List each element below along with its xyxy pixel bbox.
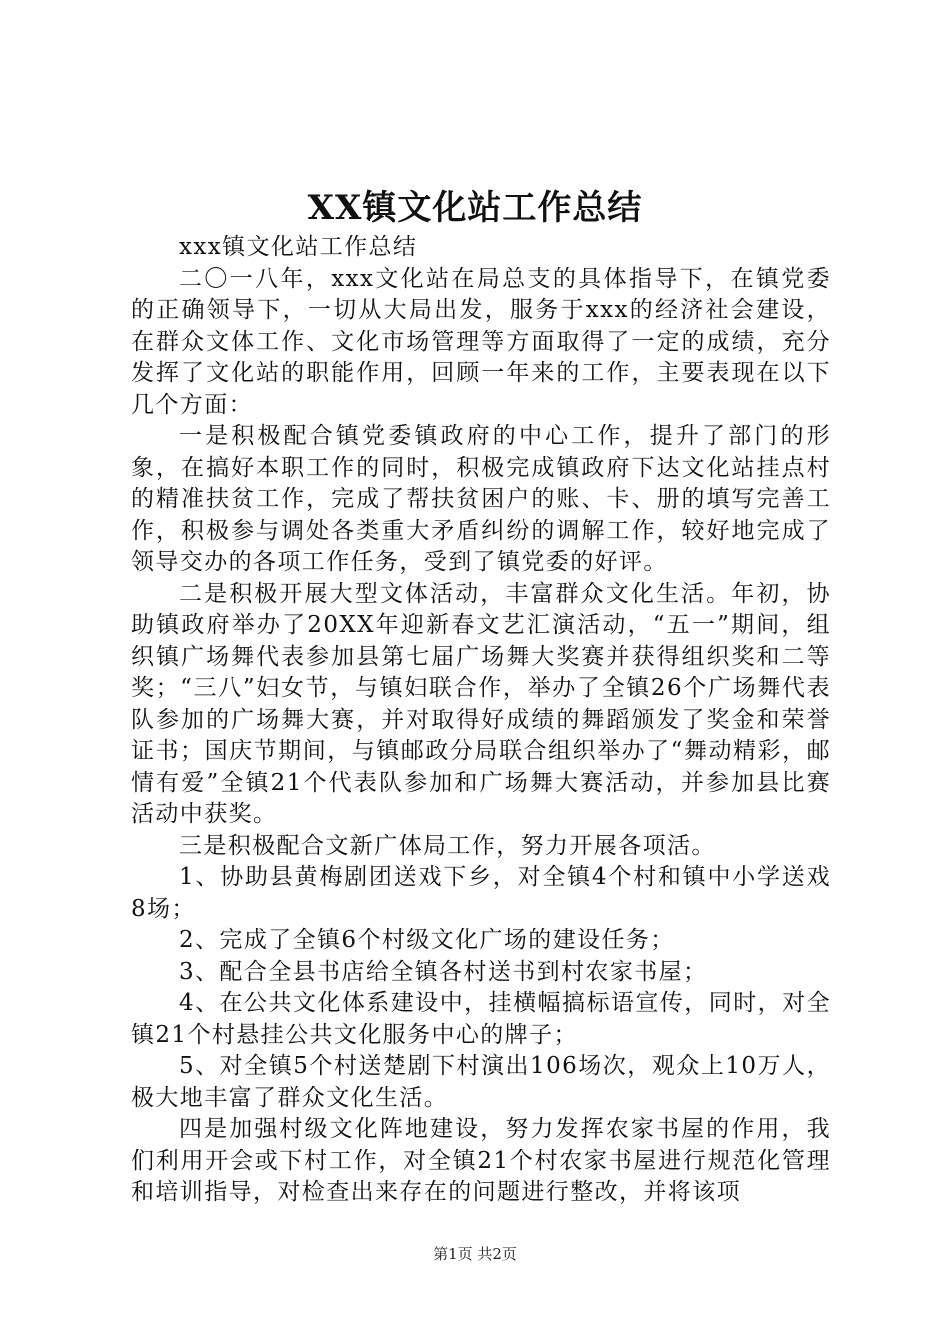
paragraph-item-2: 2、完成了全镇6个村级文化广场的建设任务； bbox=[179, 927, 675, 953]
paragraph-point-two: 二是积极开展大型文体活动，丰富群众文化生活。年初，协助镇政府举办了20XX年迎新春文艺汇演活动，“五一”期间，组织镇广场舞代表参加县第七届广场舞大奖赛并获得组织奖和二等奖；“三八”妇女节，与镇妇联合作，举办了全镇26个广场舞代表队参加的广场舞大赛，并对取得好成绩的舞蹈颁发了奖金和荣誉证书；国庆节期间，与镇邮政分局联合组织举办了“舞动精彩，邮情有爱”全镇21个代表队参加和广场舞大赛活动，并参加县比赛活动中获奖。 bbox=[131, 580, 831, 827]
paragraph-point-one: 一是积极配合镇党委镇政府的中心工作，提升了部门的形象，在搞好本职工作的同时，积极完成镇政府下达文化站挂点村的精准扶贫工作，完成了帮扶贫困户的账、卡、册的填写完善工作，积极参与调处各类重大矛盾纠纷的调解工作，较好地完成了领导交办的各项工作任务，受到了镇党委的好评。 bbox=[131, 423, 831, 575]
document-title: XX镇文化站工作总结 bbox=[307, 188, 643, 228]
document-body bbox=[131, 232, 831, 1209]
paragraph-point-three: 三是积极配合文新广体局工作，努力开展各项活。 bbox=[179, 832, 716, 859]
paragraph-point-four: 四是加强村级文化阵地建设，努力发挥农家书屋的作用，我们利用开会或下村工作，对全镇21个村农家书屋进行规范化管理和培训指导，对检查出来存在的问题进行整改，并将该项 bbox=[131, 1116, 831, 1205]
paragraph-item-3: 3、配合全县书店给全镇各村送书到村农家书屋； bbox=[179, 958, 708, 985]
page-footer: 第1页 共2页 bbox=[433, 1245, 517, 1263]
paragraph-intro: 二〇一八年，xxx文化站在局总支的具体指导下，在镇党委的正确领导下，一切从大局出发，服务于xxx的经济社会建设，在群众文体工作、文化市场管理等方面取得了一定的成绩，充分发挥了文化站的职能作用，回顾一年来的工作，主要表现在以下几个方面： bbox=[131, 265, 831, 418]
paragraph-subtitle: xxx镇文化站工作总结 bbox=[179, 234, 418, 260]
paragraph-item-5: 5、对全镇5个村送楚剧下村演出106场次，观众上10万人，极大地丰富了群众文化生活。 bbox=[131, 1053, 831, 1111]
paragraph-item-1: 1、协助县黄梅剧团送戏下乡，对全镇4个村和镇中小学送戏8场； bbox=[131, 864, 831, 922]
paragraph-item-4: 4、在公共文化体系建设中，挂横幅搞标语宣传，同时，对全镇21个村悬挂公共文化服务中心的牌子； bbox=[131, 990, 831, 1048]
